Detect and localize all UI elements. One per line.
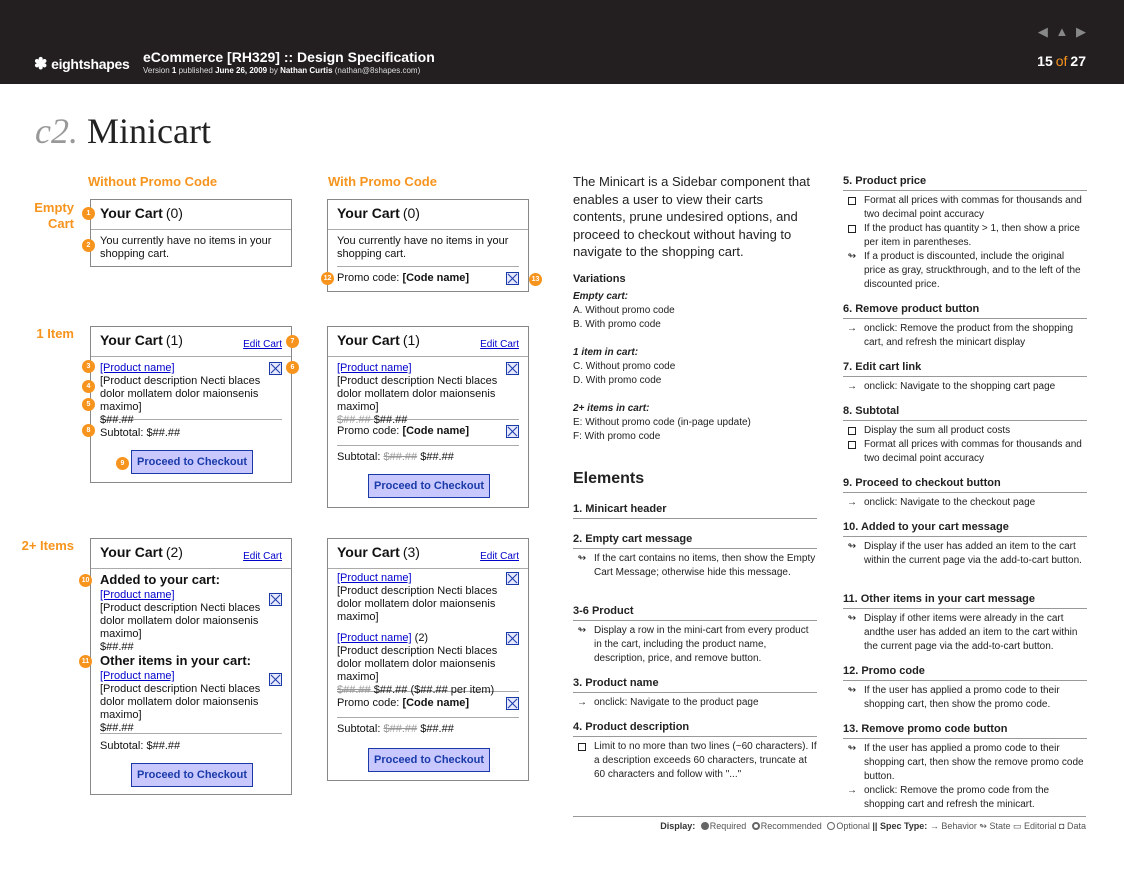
data-box-icon xyxy=(845,438,859,454)
product-name-link[interactable]: [Product name] xyxy=(337,632,412,644)
component-intro: The Minicart is a Sidebar component that enables a user to view their carts contents, prune undesired options, and proceed to checkout without having to navigate to the shopping cart. xyxy=(573,174,811,259)
element-product-price: 5. Product price Format all prices with commas for thousands and two decimal point accuracy If the product has quantity > 1, then show a price per item in parentheses. ↬ If a product is discounted, include the original price as gray, struckthrough, and to the left of the discounted price. xyxy=(843,174,1087,292)
subtotal-row: Subtotal: $##.## $##.## xyxy=(337,451,454,463)
remove-product-icon[interactable] xyxy=(269,673,282,686)
callout-marker-4: 4 xyxy=(82,380,95,393)
other-items-section xyxy=(91,653,291,734)
page-counter: 15 of 27 xyxy=(1037,53,1086,69)
empty-cart-message: You currently have no items in your shopping cart. xyxy=(100,235,272,260)
data-box-icon xyxy=(845,222,859,238)
editorial-icon: ▭ xyxy=(1012,821,1022,831)
product-row xyxy=(328,357,528,426)
behavior-arrow-icon: → xyxy=(847,323,857,334)
element-product-name: 3. Product name → onclick: Navigate to the product page xyxy=(573,676,817,710)
other-items-message: Other items in your cart: xyxy=(100,653,251,668)
minicart-header: Your Cart (1) Edit Cart xyxy=(328,327,528,357)
callout-marker-12: 12 xyxy=(321,272,334,285)
remove-product-icon[interactable] xyxy=(269,362,282,375)
data-box-icon: ◘ xyxy=(1059,821,1065,831)
empty-cart-message: You currently have no items in your shopping cart. xyxy=(337,235,509,260)
callout-marker-9: 9 xyxy=(116,457,129,470)
edit-cart-link[interactable]: Edit Cart xyxy=(480,551,519,562)
row-label-one-item: 1 Item xyxy=(36,326,74,341)
callout-marker-10: 10 xyxy=(79,574,92,587)
required-dot-icon xyxy=(701,822,709,830)
proceed-to-checkout-button[interactable]: Proceed to Checkout xyxy=(131,763,253,787)
column-heading-with-promo: With Promo Code xyxy=(328,174,437,189)
product-price: $##.## $##.## ($##.## per item) xyxy=(337,684,495,696)
brand-logo xyxy=(34,54,130,74)
remove-promo-icon[interactable] xyxy=(506,425,519,438)
element-product: 3-6 Product ↬ Display a row in the mini-cart from every product in the cart, including the product name, description, price, and remove button. xyxy=(573,604,817,666)
minicart-header: Your Cart (1) Edit Cart xyxy=(91,327,291,357)
proceed-to-checkout-button[interactable]: Proceed to Checkout xyxy=(368,748,490,772)
state-icon: ↬ xyxy=(847,613,857,624)
brand-name: eightshapes xyxy=(51,56,130,72)
row-label-empty-cart: Empty Cart xyxy=(34,200,74,231)
state-icon: ↬ xyxy=(847,251,857,262)
eightshapes-logo-icon: ✽ xyxy=(34,56,48,73)
document-title: eCommerce [RH329] :: Design Specification xyxy=(143,49,435,65)
product-price: $##.## $##.## xyxy=(337,414,408,426)
page-nav-arrows-icon[interactable]: ◀ ▲ ▶ xyxy=(1037,24,1088,39)
page-title: c2. Minicart xyxy=(35,111,211,151)
element-promo-code: 12. Promo code ↬ If the user has applied a promo code to their shopping cart, then show the promo code. xyxy=(843,664,1087,712)
element-added-to-cart-message: 10. Added to your cart message ↬ Display if the user has added an item to the cart within the current page via the add-to-cart button. xyxy=(843,520,1087,568)
callout-marker-7: 7 xyxy=(286,335,299,348)
minicart-one-item-with-promo xyxy=(327,326,529,508)
product-name-link[interactable]: [Product name] xyxy=(337,362,412,374)
data-box-icon xyxy=(845,194,859,210)
row-label-many-items: 2+ Items xyxy=(21,538,74,553)
element-edit-cart-link: 7. Edit cart link → onclick: Navigate to the shopping cart page xyxy=(843,360,1087,394)
product-price: $##.## xyxy=(100,722,134,734)
element-proceed-to-checkout: 9. Proceed to checkout button → onclick: Navigate to the checkout page xyxy=(843,476,1087,510)
behavior-arrow-icon: → xyxy=(577,697,587,708)
product-price: $##.## xyxy=(100,414,134,426)
product-description: [Product description Necti blaces dolor mollatem dolor maionsenis maximo] xyxy=(100,375,261,413)
product-name-link[interactable]: [Product name] xyxy=(100,589,175,601)
product-name-link[interactable]: [Product name] xyxy=(337,572,412,584)
element-remove-product-button: 6. Remove product button → onclick: Remove the product from the shopping cart, and refresh the minicart display xyxy=(843,302,1087,350)
product-row xyxy=(91,357,291,426)
minicart-many-items-no-promo xyxy=(90,538,292,795)
element-empty-cart-message: 2. Empty cart message ↬ If the cart contains no items, then show the Empty Cart Message; otherwise hide this message. xyxy=(573,533,816,578)
elements-heading: Elements xyxy=(573,470,645,487)
minicart-header: Your Cart (3) Edit Cart xyxy=(328,539,528,569)
remove-product-icon[interactable] xyxy=(506,572,519,585)
element-product-description: 4. Product description Limit to no more than two lines (~60 characters). If a description exceeds 60 characters, truncate at 60 characters and follow with "..." xyxy=(573,721,817,780)
state-icon: ↬ xyxy=(577,625,587,636)
variations-list: Variations Empty cart: A. Without promo code B. With promo code 1 item in cart: C. Without promo code D. With promo code 2+ items in cart: E: Without promo code (in-page update) F: With promo code xyxy=(573,272,818,444)
product-row xyxy=(328,569,528,632)
callout-marker-6: 6 xyxy=(286,361,299,374)
remove-product-icon[interactable] xyxy=(506,362,519,375)
subtotal-row: Subtotal: $##.## $##.## xyxy=(337,723,454,735)
subtotal-row: Subtotal: $##.## xyxy=(100,740,181,752)
product-description: [Product description Necti blaces dolor mollatem dolor maionsenis maximo] xyxy=(100,683,261,721)
promo-code-row: Promo code: [Code name] xyxy=(328,267,528,285)
state-icon: ↬ xyxy=(979,821,987,831)
spec-legend: Display: Required Recommended Optional || Spec Type: → Behavior ↬ State ▭ Editorial ◘ Data xyxy=(573,816,1086,832)
callout-marker-5: 5 xyxy=(82,398,95,411)
state-icon: ↬ xyxy=(847,685,857,696)
promo-code-row: Promo code: [Code name] xyxy=(328,420,528,445)
behavior-arrow-icon: → xyxy=(929,821,939,831)
product-name-link[interactable]: [Product name] xyxy=(100,362,175,374)
product-description: [Product description Necti blaces dolor mollatem dolor maionsenis maximo] xyxy=(337,645,498,683)
product-description: [Product description Necti blaces dolor mollatem dolor maionsenis maximo] xyxy=(100,602,261,640)
remove-product-icon[interactable] xyxy=(506,632,519,645)
proceed-to-checkout-button[interactable]: Proceed to Checkout xyxy=(368,474,490,498)
element-remove-promo-code-button: 13. Remove promo code button ↬ If the user has applied a promo code to their shopping cart, then show the remove promo code button. → onclick: Remove the promo code from the shopping cart and refresh the minicart. xyxy=(843,722,1087,812)
product-name-link[interactable]: [Product name] xyxy=(100,670,175,682)
minicart-many-items-with-promo xyxy=(327,538,529,781)
recommended-dot-icon xyxy=(752,822,760,830)
callout-marker-13: 13 xyxy=(529,273,542,286)
product-description: [Product description Necti blaces dolor mollatem dolor maionsenis maximo] xyxy=(337,585,498,623)
edit-cart-link[interactable]: Edit Cart xyxy=(243,551,282,562)
product-row xyxy=(328,632,528,696)
state-icon: ↬ xyxy=(577,553,587,564)
remove-promo-icon[interactable] xyxy=(506,272,519,285)
added-to-cart-section xyxy=(91,569,291,654)
behavior-arrow-icon: → xyxy=(847,785,857,796)
callout-marker-1: 1 xyxy=(82,207,95,220)
minicart-header: Your Cart (2) Edit Cart xyxy=(91,539,291,569)
column-heading-without-promo: Without Promo Code xyxy=(88,174,218,189)
optional-dot-icon xyxy=(827,822,835,830)
product-quantity: (2) xyxy=(414,632,429,644)
callout-marker-8: 8 xyxy=(82,424,95,437)
data-box-icon xyxy=(575,740,589,756)
callout-marker-2: 2 xyxy=(82,239,95,252)
callout-marker-11: 11 xyxy=(79,655,92,668)
remove-promo-icon[interactable] xyxy=(506,697,519,710)
variations-heading: Variations xyxy=(573,273,626,285)
proceed-to-checkout-button[interactable]: Proceed to Checkout xyxy=(131,450,253,474)
minicart-header: Your Cart (0) xyxy=(328,200,528,230)
behavior-arrow-icon: → xyxy=(847,381,857,392)
remove-product-icon[interactable] xyxy=(269,593,282,606)
callout-marker-3: 3 xyxy=(82,360,95,373)
subtotal-row: Subtotal: $##.## xyxy=(100,427,181,439)
edit-cart-link[interactable]: Edit Cart xyxy=(243,339,282,350)
product-description: [Product description Necti blaces dolor mollatem dolor maionsenis maximo] xyxy=(337,375,498,413)
minicart-empty-with-promo xyxy=(327,199,529,292)
state-icon: ↬ xyxy=(847,743,857,754)
document-subtitle: Version 1 published June 26, 2009 by Nathan Curtis (nathan@8shapes.com) xyxy=(143,66,421,75)
state-icon: ↬ xyxy=(847,541,857,552)
product-price: $##.## xyxy=(100,641,134,653)
behavior-arrow-icon: → xyxy=(847,497,857,508)
promo-code-row: Promo code: [Code name] xyxy=(328,692,528,717)
minicart-empty-no-promo xyxy=(90,199,292,267)
element-subtotal: 8. Subtotal Display the sum all product costs Format all prices with commas for thousands and two decimal point accuracy xyxy=(843,404,1087,466)
element-other-items-message: 11. Other items in your cart message ↬ Display if other items were already in the cart andthe user has added an item to the cart within the current page via the add-to-cart button. xyxy=(843,592,1087,654)
added-to-cart-message: Added to your cart: xyxy=(100,572,220,587)
document-header xyxy=(0,0,1124,84)
element-minicart-header: 1. Minicart header xyxy=(573,502,817,522)
edit-cart-link[interactable]: Edit Cart xyxy=(480,339,519,350)
minicart-header: Your Cart (0) xyxy=(91,200,291,230)
